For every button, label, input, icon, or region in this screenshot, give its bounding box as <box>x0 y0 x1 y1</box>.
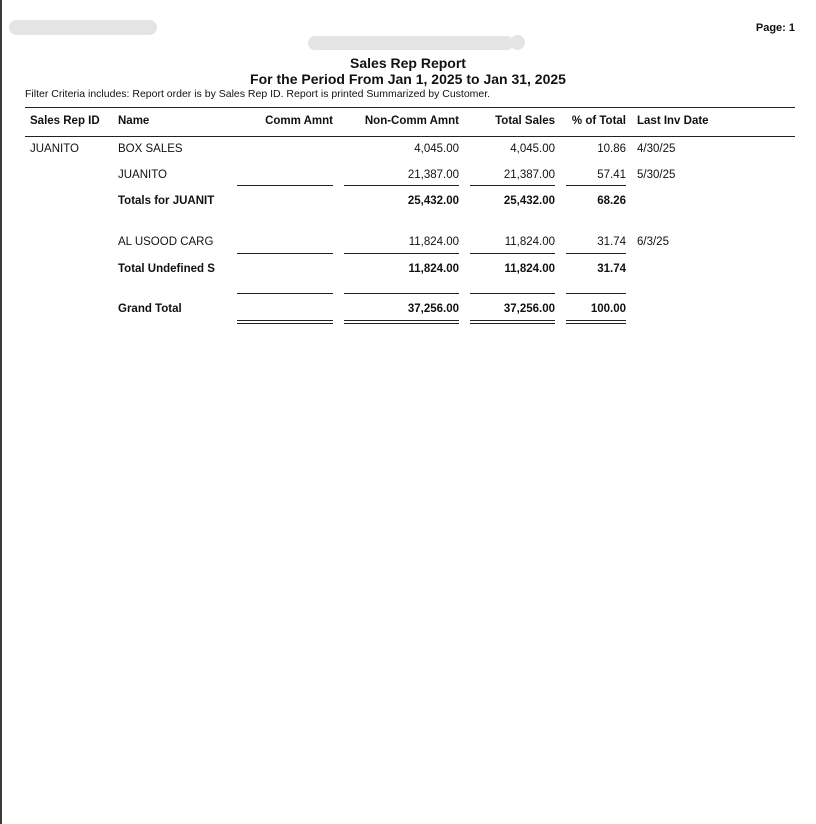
subtotal-rule <box>470 185 555 186</box>
table-cell-percent: 10.86 <box>597 143 626 155</box>
col-header-comm-amount: Comm Amnt <box>265 115 333 127</box>
double-underline <box>344 320 459 321</box>
grand-total-sales: 37,256.00 <box>503 303 555 315</box>
table-cell-name: JUANITO <box>118 169 167 181</box>
double-underline <box>237 320 333 321</box>
table-cell-percent: 31.74 <box>597 263 626 275</box>
col-header-total-sales: Total Sales <box>495 115 555 127</box>
table-cell-name: Totals for JUANIT <box>118 195 215 207</box>
table-cell-noncomm: 25,432.00 <box>407 195 459 207</box>
subtotal-rule <box>237 185 333 186</box>
grand-total-top-rule <box>344 293 459 294</box>
double-underline <box>566 323 626 324</box>
page-left-border <box>0 0 2 824</box>
table-cell-total: 4,045.00 <box>510 143 555 155</box>
report-title: Sales Rep Report <box>350 55 466 71</box>
grand-total-label: Grand Total <box>118 303 182 315</box>
double-underline <box>566 320 626 321</box>
table-cell-total: 21,387.00 <box>503 169 555 181</box>
table-cell-name: AL USOOD CARG <box>118 236 214 248</box>
table-cell-noncomm: 4,045.00 <box>414 143 459 155</box>
table-cell-total: 11,824.00 <box>504 263 555 275</box>
redacted-header-line <box>308 36 514 50</box>
subtotal-rule <box>566 185 626 186</box>
col-header-name: Name <box>118 115 150 127</box>
table-cell-last-inv: 5/30/25 <box>637 169 676 181</box>
table-cell-percent: 68.26 <box>597 195 626 207</box>
col-header-last-inv-date: Last Inv Date <box>637 115 709 127</box>
table-cell-noncomm: 11,824.00 <box>408 236 459 248</box>
col-header-rep-id: Sales Rep ID <box>30 115 100 127</box>
double-underline <box>344 323 459 324</box>
table-cell-noncomm: 11,824.00 <box>408 263 459 275</box>
table-cell-last-inv: 4/30/25 <box>637 143 676 155</box>
table-cell-total: 11,824.00 <box>504 236 555 248</box>
table-cell-name: Total Undefined S <box>118 263 215 275</box>
grand-total-top-rule <box>237 293 333 294</box>
table-cell-noncomm: 21,387.00 <box>407 169 459 181</box>
table-cell-name: BOX SALES <box>118 143 183 155</box>
table-cell-total: 25,432.00 <box>503 195 555 207</box>
col-header-percent-total: % of Total <box>571 115 626 127</box>
page-number: Page: 1 <box>755 22 795 34</box>
subtotal-rule <box>470 253 555 254</box>
redacted-header-dot <box>510 35 525 50</box>
table-cell-percent: 31.74 <box>597 236 626 248</box>
table-cell-percent: 57.41 <box>597 169 626 181</box>
header-top-rule <box>25 107 795 108</box>
grand-total-percent: 100.00 <box>590 303 626 315</box>
subtotal-rule <box>566 253 626 254</box>
grand-total-top-rule <box>470 293 555 294</box>
double-underline <box>237 323 333 324</box>
report-period: For the Period From Jan 1, 2025 to Jan 31, 2025 <box>250 71 566 87</box>
double-underline <box>470 323 555 324</box>
filter-criteria: Filter Criteria includes: Report order is by Sales Rep ID. Report is printed Summarized by Customer. <box>25 88 491 100</box>
double-underline <box>470 320 555 321</box>
col-header-noncomm-amount: Non-Comm Amnt <box>364 115 459 127</box>
grand-total-top-rule <box>566 293 626 294</box>
table-cell-rep-id: JUANITO <box>30 143 79 155</box>
subtotal-rule <box>344 253 459 254</box>
grand-total-noncomm: 37,256.00 <box>407 303 459 315</box>
table-cell-last-inv: 6/3/25 <box>637 236 669 248</box>
subtotal-rule <box>344 185 459 186</box>
subtotal-rule <box>237 253 333 254</box>
header-bottom-rule <box>25 136 795 137</box>
redacted-company-name <box>9 20 157 35</box>
